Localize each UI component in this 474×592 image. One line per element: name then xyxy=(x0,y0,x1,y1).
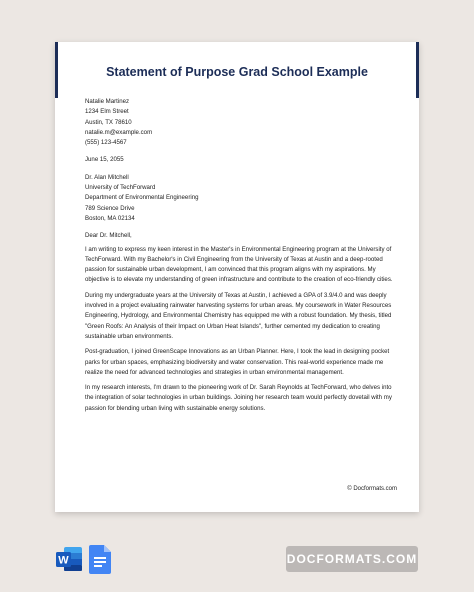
google-docs-icon[interactable] xyxy=(89,545,111,574)
sender-street: 1234 Elm Street xyxy=(85,108,129,116)
format-icons xyxy=(55,545,115,575)
recipient-name: Dr. Alan Mitchell xyxy=(85,173,129,181)
docformats-badge[interactable]: DOCFORMATS.COM xyxy=(286,546,418,572)
sender-phone: (555) 123-4567 xyxy=(85,139,127,147)
letter-date: June 15, 2055 xyxy=(85,156,124,164)
microsoft-word-icon[interactable] xyxy=(55,545,83,573)
sender-name: Natalie Martinez xyxy=(85,98,130,105)
sender-email: natalie.m@example.com xyxy=(85,128,153,136)
recipient-dept: Department of Environmental Engineering xyxy=(85,194,199,202)
recipient-street: 789 Science Drive xyxy=(85,204,135,212)
svg-text:W: W xyxy=(58,554,69,567)
sender-city: Austin, TX 78610 xyxy=(85,118,132,126)
paragraph: In my research interests, I'm drawn to the pioneering work of Dr. Sarah Reynolds at TechForward, who delves into the integration of solar technologies in urban buildings. Joining her research team would perfectly dovetail with my passion for blending urban living with sustainable energy solutions. xyxy=(85,384,392,412)
document-page xyxy=(55,42,419,512)
recipient-block xyxy=(85,173,395,224)
paragraph: Post-graduation, I joined GreenScape Innovations as an Urban Planner. Here, I took the lead in designing pocket parks for urban spaces, emphasizing biodiversity and water conservation. This real-world experience made me realize the need for advanced technologies and strategies in urban environmental management. xyxy=(85,348,390,376)
letter-body xyxy=(85,97,395,419)
recipient-city: Boston, MA 02134 xyxy=(85,214,135,222)
recipient-org: University of TechForward xyxy=(85,184,156,192)
document-title: Statement of Purpose Grad School Example xyxy=(106,65,368,79)
paragraph: I am writing to express my keen interest in the Master's in Environmental Engineering program at the University of TechForward. With my Bachelor's in Civil Engineering from the University of Texas at Austin and a deep-rooted passion for sustainable urban development, I am convinced that this program aligns with my aspirations. My objective is to elevate my understanding of green infrastructure and contribute to the creation of eco-friendly cities. xyxy=(85,245,393,284)
copyright-footer: © Docformats.com xyxy=(347,486,397,492)
sender-block xyxy=(85,97,395,148)
paragraph: During my undergraduate years at the University of Texas at Austin, I achieved a GPA of 3.9/4.0 and was deeply involved in a project evaluating rainwater harvesting systems for urban areas. My coursework in Water Resources Engineering, Hydrology, and Environmental Chemistry has equipped me with a robust foundation. My thesis, titled "Green Roofs: An Analysis of their Impact on Urban Heat Islands", further cemented my dedication to creating sustainable urban environments. xyxy=(85,291,392,340)
salutation: Dear Dr. Mitchell, xyxy=(85,232,132,240)
